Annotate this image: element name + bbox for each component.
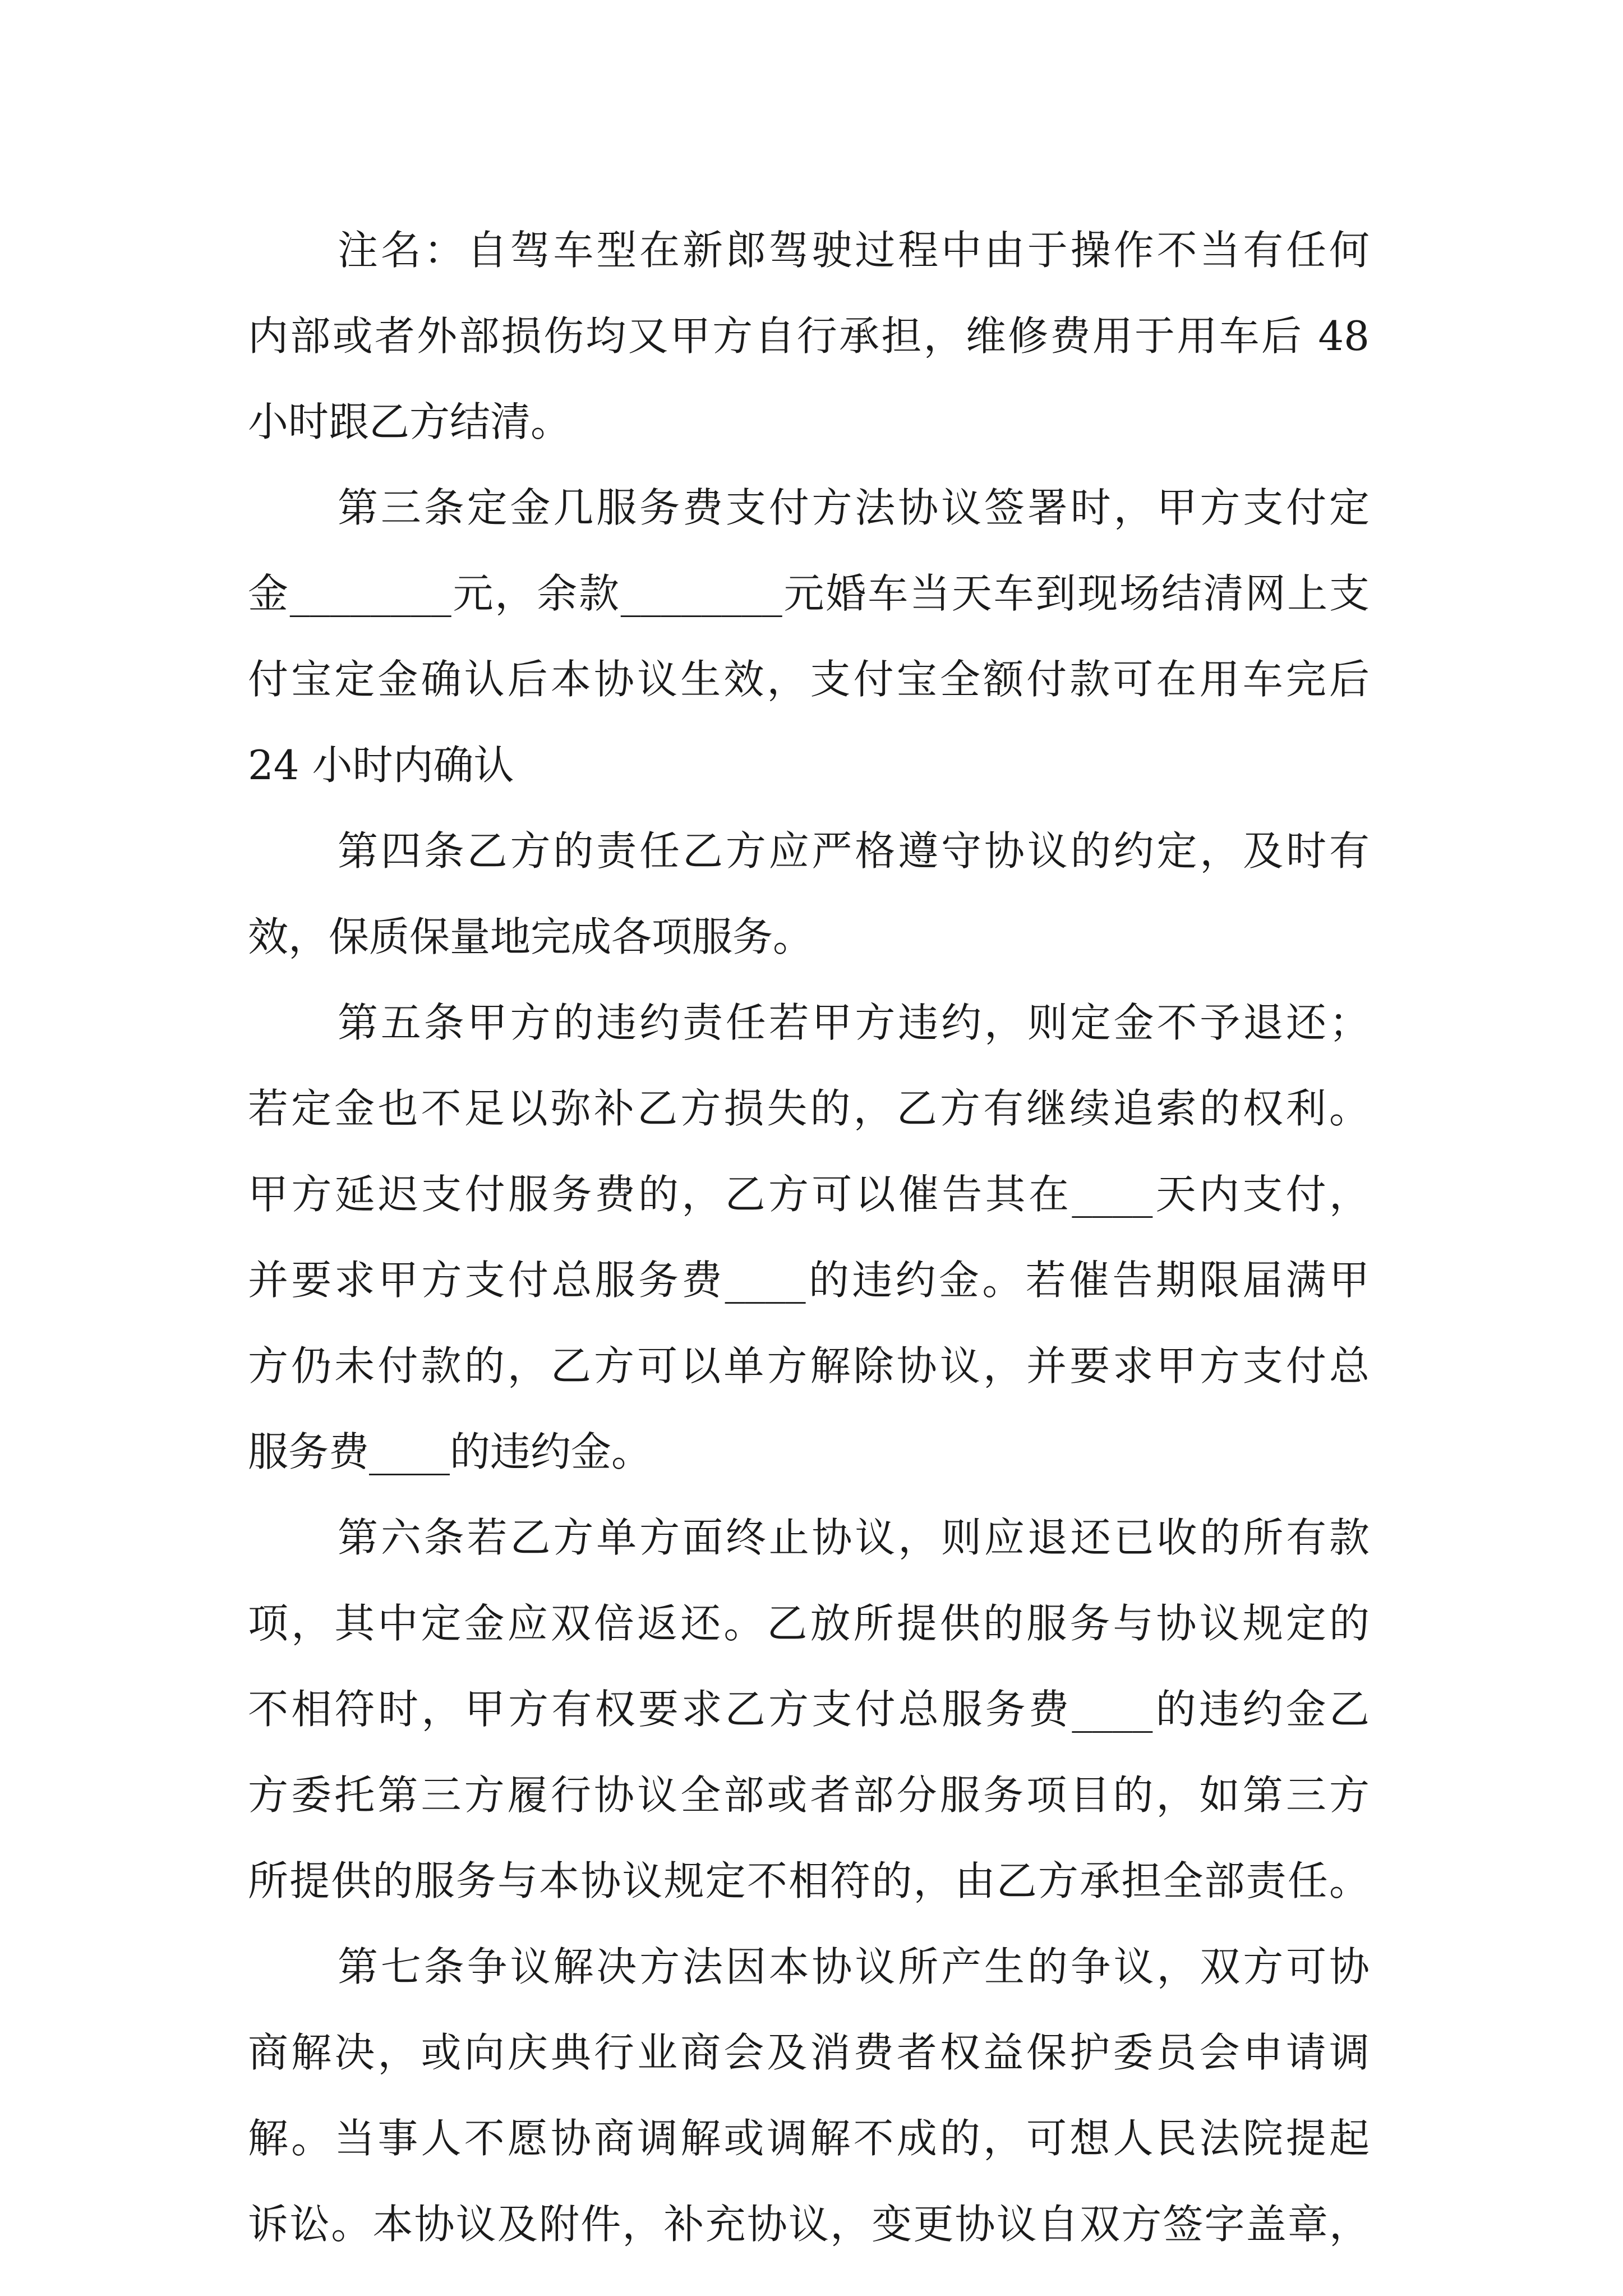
text-line: 解。当事人不愿协商调解或调解不成的，可想人民法院提起 [248,2115,1370,2162]
text-line: 并要求甲方支付总服务费____的违约金。若催告期限届满甲 [248,1257,1370,1304]
text-line: 方委托第三方履行协议全部或者部分服务项目的，如第三方 [248,1772,1370,1819]
text-line: 24 小时内确认 [248,742,514,789]
text-line: 内部或者外部损伤均又甲方自行承担，维修费用于用车后 48 [248,312,1370,360]
text-line: 项，其中定金应双倍返还。乙放所提供的服务与协议规定的 [248,1600,1370,1647]
text-line: 商解决，或向庆典行业商会及消费者权益保护委员会申请调 [248,2029,1370,2076]
text-line: 第五条甲方的违约责任若甲方违约，则定金不予退还； [338,999,1370,1046]
text-line: 第四条乙方的责任乙方应严格遵守协议的约定，及时有 [338,827,1370,875]
text-line: 诉讼。本协议及附件，补充协议，变更协议自双方签字盖章， [248,2201,1370,2248]
text-line: 第三条定金几服务费支付方法协议签署时，甲方支付定 [338,484,1370,531]
text-line: 金________元，余款________元婚车当天车到现场结清网上支 [248,570,1370,617]
text-line: 所提供的服务与本协议规定不相符的，由乙方承担全部责任。 [248,1857,1370,1904]
text-line: 服务费____的违约金。 [248,1428,652,1475]
text-line: 效，保质保量地完成各项服务。 [248,913,814,960]
text-line: 注名：自驾车型在新郎驾驶过程中由于操作不当有任何 [338,227,1370,274]
text-line: 小时跟乙方结清。 [248,398,571,445]
text-line: 付宝定金确认后本协议生效，支付宝全额付款可在用车完后 [248,656,1370,703]
text-line: 方仍未付款的，乙方可以单方解除协议，并要求甲方支付总 [248,1342,1370,1389]
text-line: 第七条争议解决方法因本协议所产生的争议，双方可协 [338,1943,1370,1990]
text-line: 甲方延迟支付服务费的，乙方可以催告其在____天内支付， [248,1171,1370,1218]
text-line: 第六条若乙方单方面终止协议，则应退还已收的所有款 [338,1514,1370,1561]
text-line: 不相符时，甲方有权要求乙方支付总服务费____的违约金乙 [248,1686,1370,1733]
document-body [248,208,1370,2267]
text-line: 若定金也不足以弥补乙方损失的，乙方有继续追索的权利。 [248,1085,1370,1132]
